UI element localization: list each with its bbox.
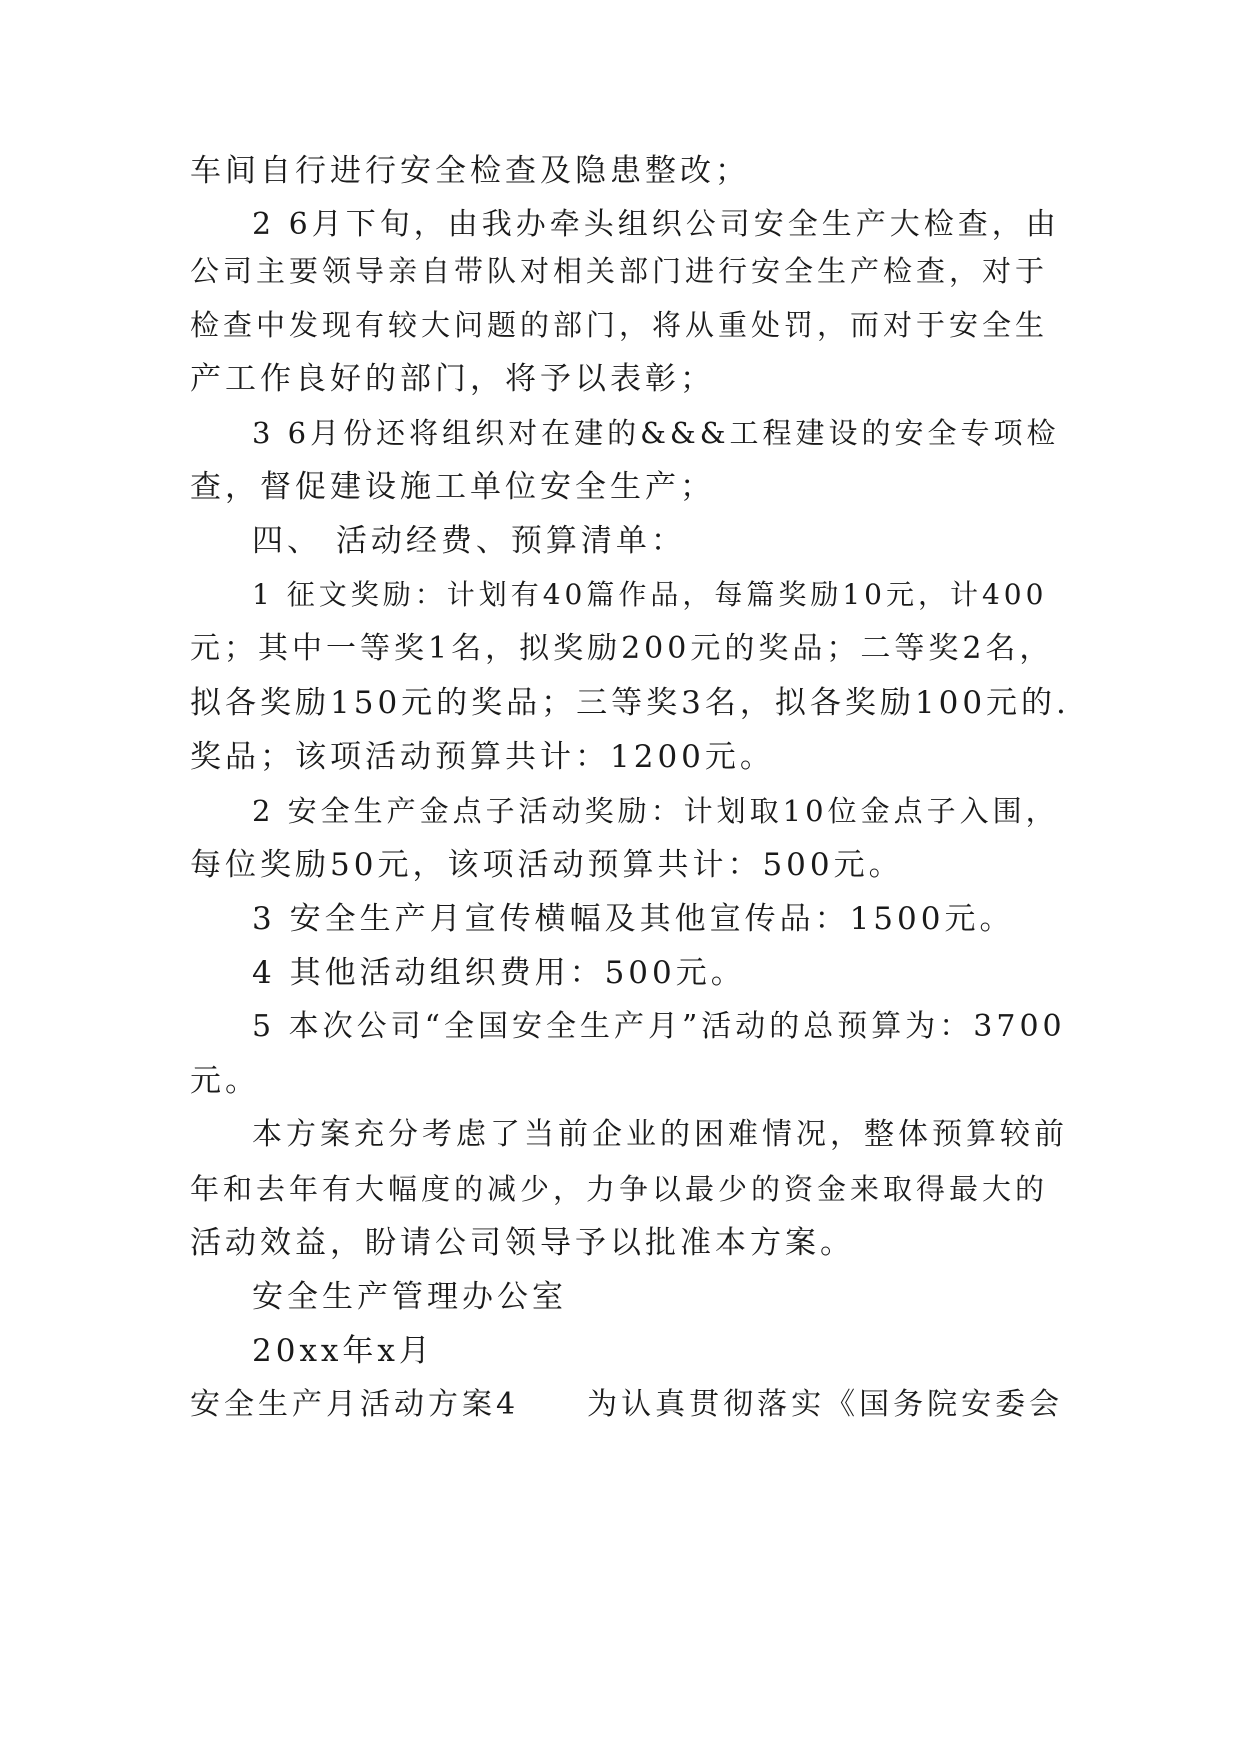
paragraph-line: 元；其中一等奖1名，拟奖励200元的奖品；二等奖2名， bbox=[190, 631, 1054, 666]
paragraph-line: 拟各奖励150元的奖品；三等奖3名，拟各奖励100元的. bbox=[190, 685, 1070, 721]
paragraph-line: 检查中发现有较大问题的部门，将从重处罚，而对于安全生 bbox=[190, 308, 1049, 342]
paragraph-line: 3 6月份还将组织对在建的&&&工程建设的安全专项检 bbox=[252, 416, 1060, 450]
section-heading: 四、 活动经费、预算清单： bbox=[252, 523, 686, 559]
paragraph-line: 元。 bbox=[190, 1063, 260, 1099]
paragraph-line: 车间自行进行安全检查及隐患整改； bbox=[190, 153, 750, 189]
signature-office: 安全生产管理办公室 bbox=[252, 1279, 567, 1315]
paragraph-line: 5 本次公司“全国安全生产月”活动的总预算为：3700 bbox=[252, 1009, 1066, 1044]
paragraph-line: 4 其他活动组织费用：500元。 bbox=[252, 955, 746, 991]
paragraph-line: 产工作良好的部门，将予以表彰； bbox=[190, 361, 715, 397]
paragraph-line: 2 6月下旬，由我办牵头组织公司安全生产大检查，由 bbox=[252, 207, 1060, 242]
paragraph-line: 公司主要领导亲自带队对相关部门进行安全生产检查，对于 bbox=[190, 254, 1049, 288]
paragraph-line: 奖品；该项活动预算共计：1200元。 bbox=[190, 739, 775, 775]
paragraph-line: 查，督促建设施工单位安全生产； bbox=[190, 469, 715, 505]
next-section-heading: 安全生产月活动方案4 为认真贯彻落实《国务院安委会 bbox=[190, 1387, 1064, 1422]
paragraph-line: 1 征文奖励：计划有40篇作品，每篇奖励10元，计400 bbox=[252, 578, 1048, 611]
paragraph-line: 活动效益，盼请公司领导予以批准本方案。 bbox=[190, 1225, 855, 1261]
paragraph-line: 年和去年有大幅度的减少，力争以最少的资金来取得最大的 bbox=[190, 1172, 1049, 1206]
paragraph-line: 2 安全生产金点子活动奖励：计划取10位金点子入围， bbox=[252, 794, 1059, 828]
paragraph-line: 每位奖励50元，该项活动预算共计：500元。 bbox=[190, 847, 904, 883]
paragraph-line: 本方案充分考虑了当前企业的困难情况，整体预算较前 bbox=[252, 1117, 1068, 1152]
signature-date: 20xx年x月 bbox=[252, 1333, 434, 1369]
paragraph-line: 3 安全生产月宣传横幅及其他宣传品：1500元。 bbox=[252, 901, 1015, 937]
